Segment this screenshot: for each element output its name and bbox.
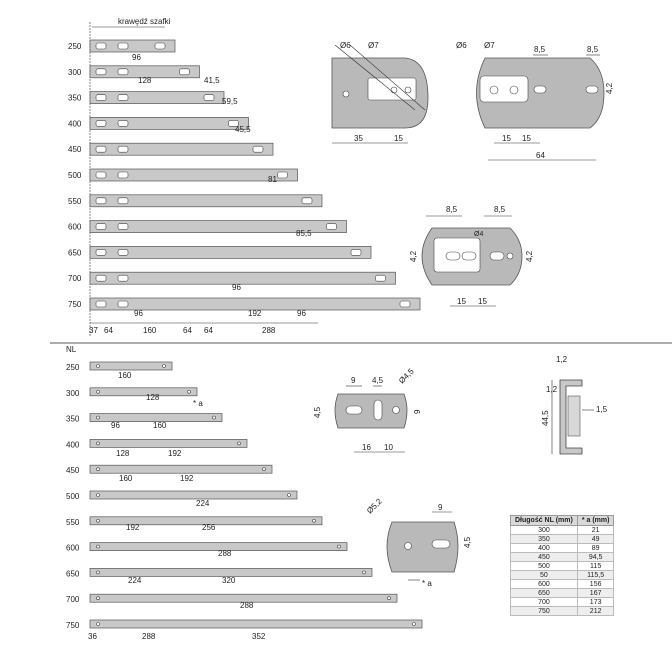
dim-label: 10 (384, 443, 393, 452)
rail-length-label: 750 (68, 300, 82, 309)
rail (90, 143, 273, 155)
table-row (511, 589, 614, 598)
dim-label: 192 (126, 523, 140, 532)
rail-slot (96, 301, 106, 307)
dimension-table (510, 515, 614, 616)
rail-length-label: 750 (66, 621, 80, 630)
dim-label: 8,5 (494, 205, 506, 214)
rail-length-label: 250 (68, 42, 82, 51)
rail (90, 246, 371, 258)
table-row (511, 607, 614, 616)
dim-label: 9 (438, 503, 443, 512)
dim-label: 15 (522, 134, 531, 143)
rail-length-label: 500 (66, 492, 80, 501)
dim-label: 192 (180, 474, 194, 483)
table-cell: 173 (577, 598, 614, 607)
dim-label: 128 (146, 393, 160, 402)
dim-label: 288 (142, 632, 156, 641)
rail (90, 439, 247, 447)
rail-hole (97, 390, 100, 393)
dim-label: 96 (297, 309, 306, 318)
dim-label: 352 (252, 632, 266, 641)
dim-label: 224 (196, 499, 210, 508)
rail-slot (118, 275, 128, 281)
dim-label: 160 (118, 371, 132, 380)
dim-label: 160 (153, 421, 167, 430)
dim-label: 192 (168, 449, 182, 458)
rail-hole (263, 468, 266, 471)
rail-hole (97, 494, 100, 497)
table-row (511, 526, 614, 535)
dim-label: 64 (104, 326, 113, 335)
rail-slot (118, 146, 128, 152)
rail (90, 388, 197, 396)
rail-hole (163, 365, 166, 368)
rail-length-label: 300 (68, 67, 82, 77)
rail-length-label: 650 (66, 569, 80, 579)
rail-slot (327, 224, 337, 230)
table-cell: 750 (511, 607, 578, 616)
rail (90, 272, 396, 284)
rail-slot (278, 172, 288, 178)
mount-plate-detail-2 (456, 41, 614, 160)
rail-length-label: 550 (66, 517, 80, 527)
rail-slot (118, 172, 128, 178)
rail-slot (118, 120, 128, 126)
rail-hole (338, 545, 341, 548)
rail-length-label: 650 (68, 248, 82, 258)
table-cell: 115,5 (577, 571, 614, 580)
table-cell: 50 (511, 571, 578, 580)
dim-label: 41,5 (204, 76, 220, 85)
diameter-label: Ø5,2 (365, 496, 384, 516)
dim-label: 1,2 (546, 385, 558, 394)
dim-label: 4,5 (372, 376, 384, 385)
dim-label: 35 (354, 134, 363, 143)
rail-length-label: 450 (68, 145, 82, 155)
rail-hole (97, 519, 100, 522)
diameter-label: Ø6 (340, 41, 351, 50)
diameter-label: Ø6 (456, 41, 467, 50)
table-cell: 167 (577, 589, 614, 598)
edge-label: krawędź szafki (118, 17, 171, 26)
mount-plate-detail-1 (332, 41, 428, 143)
dim-label: 15 (457, 297, 466, 306)
rail (90, 362, 172, 370)
table-cell: 212 (577, 607, 614, 616)
table-cell: 650 (511, 589, 578, 598)
dim-label: 45,5 (235, 125, 251, 134)
rail-slot (180, 69, 190, 75)
dim-label: 8,5 (587, 45, 599, 54)
rail-slot (96, 172, 106, 178)
rail-slot (376, 275, 386, 281)
dim-label: 4,2 (525, 250, 534, 262)
dim-label: 36 (88, 632, 97, 641)
table-cell: 450 (511, 553, 578, 562)
mount-plate-detail-4 (313, 366, 422, 452)
rail-hole (238, 442, 241, 445)
table-row (511, 544, 614, 553)
dim-label: 128 (138, 76, 152, 85)
dim-label: 64 (204, 326, 213, 335)
table-cell: 94,5 (577, 553, 614, 562)
dim-label: 160 (119, 474, 133, 483)
dim-label: 96 (132, 53, 141, 62)
rail-slot (96, 43, 106, 49)
dim-label: 96 (111, 421, 120, 430)
dim-label: 4,5 (463, 536, 472, 548)
dim-label: 224 (128, 576, 142, 585)
dim-label: 16 (362, 443, 371, 452)
rail-slot (96, 224, 106, 230)
rail-length-label: 350 (66, 414, 80, 424)
rail-slot (96, 95, 106, 101)
dim-label: 44,5 (541, 410, 550, 426)
dim-label: 81 (268, 175, 277, 184)
table-row (511, 571, 614, 580)
rail-length-label: 600 (66, 543, 80, 553)
dim-label: 128 (116, 449, 130, 458)
dim-label: 1,5 (596, 405, 608, 414)
rail-slot (118, 301, 128, 307)
table-cell: 89 (577, 544, 614, 553)
dim-label: * a (422, 579, 432, 588)
rail-hole (363, 571, 366, 574)
dim-label: 8,5 (534, 45, 546, 54)
dim-label: 320 (222, 576, 236, 585)
dim-label: 4,2 (605, 82, 614, 94)
rail-slot (302, 198, 312, 204)
rail-slot (351, 249, 361, 255)
dim-label: 15 (502, 134, 511, 143)
rail-slot (96, 69, 106, 75)
rail-slot (204, 95, 214, 101)
rail-hole (97, 468, 100, 471)
rail-slot (118, 43, 128, 49)
table-cell: 49 (577, 535, 614, 544)
rail-slot (155, 43, 165, 49)
rail-length-label: 600 (68, 222, 82, 232)
diameter-label: Ø7 (368, 41, 379, 50)
rail-hole (97, 365, 100, 368)
dim-label: 64 (183, 326, 192, 335)
dim-label: 1,2 (556, 355, 568, 364)
table-cell: 156 (577, 580, 614, 589)
table-cell: 400 (511, 544, 578, 553)
dim-label: 37 (89, 326, 98, 335)
dim-label: 9 (413, 409, 422, 414)
rail-hole (97, 442, 100, 445)
rail (90, 465, 272, 473)
rail-hole (313, 519, 316, 522)
rail-slot (118, 198, 128, 204)
rail-length-label: 250 (66, 363, 80, 372)
rail-slot (118, 95, 128, 101)
table-cell: 300 (511, 526, 578, 535)
dim-label: 96 (134, 309, 143, 318)
rail-hole (97, 416, 100, 419)
diameter-label: Ø4 (474, 231, 484, 238)
rail-length-label: 400 (66, 440, 80, 450)
dim-label: 192 (248, 309, 262, 318)
rail (90, 491, 297, 499)
dim-label: 85,5 (296, 229, 312, 238)
nl-label: NL (66, 345, 77, 354)
rail-profile-detail (541, 355, 608, 454)
rail-slot (253, 146, 263, 152)
table-cell: 115 (577, 562, 614, 571)
mount-plate-detail-3 (409, 205, 534, 306)
dim-label: 15 (478, 297, 487, 306)
dim-label: 59,5 (222, 97, 238, 106)
rail-slot (96, 198, 106, 204)
table-row (511, 562, 614, 571)
rail-hole (188, 390, 191, 393)
rail-length-label: 700 (66, 595, 80, 605)
dim-label: 96 (232, 283, 241, 292)
rail-hole (97, 597, 100, 600)
dim-label: 256 (202, 523, 216, 532)
dim-label: 288 (240, 601, 254, 610)
rail (90, 117, 249, 129)
diameter-label: Ø4,5 (397, 366, 416, 386)
dim-label: 160 (143, 326, 157, 335)
rail-slot (118, 69, 128, 75)
rail (90, 620, 422, 628)
table-row (511, 598, 614, 607)
rail-length-label: 500 (68, 171, 82, 180)
rail-hole (288, 494, 291, 497)
rail-slot (96, 146, 106, 152)
table-header: * a (mm) (577, 516, 614, 526)
mount-plate-detail-6 (365, 496, 472, 588)
rail-slot (400, 301, 410, 307)
diameter-label: Ø7 (484, 41, 495, 50)
rail-slot (118, 224, 128, 230)
table-row (511, 580, 614, 589)
rail-length-label: 350 (68, 93, 82, 103)
rail-slot (96, 120, 106, 126)
table-cell: 600 (511, 580, 578, 589)
dim-label: 288 (262, 326, 276, 335)
dim-label: 4,5 (313, 406, 322, 418)
rail-hole (388, 597, 391, 600)
rail-length-label: 700 (68, 274, 82, 284)
rail-hole (97, 545, 100, 548)
rail-slot (96, 249, 106, 255)
table-row (511, 553, 614, 562)
dim-label: 15 (394, 134, 403, 143)
dim-label: 288 (218, 549, 232, 558)
table-body (511, 526, 614, 616)
dim-label: 64 (536, 151, 545, 160)
table-cell: 21 (577, 526, 614, 535)
dim-label: 4,2 (409, 250, 418, 262)
table-cell: 500 (511, 562, 578, 571)
table-header: Długość NL (mm) (511, 516, 578, 526)
dim-label: 9 (351, 376, 356, 385)
table-row (511, 535, 614, 544)
rail-hole (413, 623, 416, 626)
rail-length-label: 300 (66, 388, 80, 398)
rail-slot (96, 275, 106, 281)
rail-hole (97, 623, 100, 626)
rail-length-label: 450 (66, 466, 80, 476)
dim-label: 8,5 (446, 205, 458, 214)
rail-slot (118, 249, 128, 255)
rail-length-label: 550 (68, 196, 82, 206)
rail-length-label: 400 (68, 119, 82, 129)
rail-hole (213, 416, 216, 419)
table-cell: 350 (511, 535, 578, 544)
table-cell: 700 (511, 598, 578, 607)
dim-label: * a (193, 399, 203, 408)
rail-hole (97, 571, 100, 574)
